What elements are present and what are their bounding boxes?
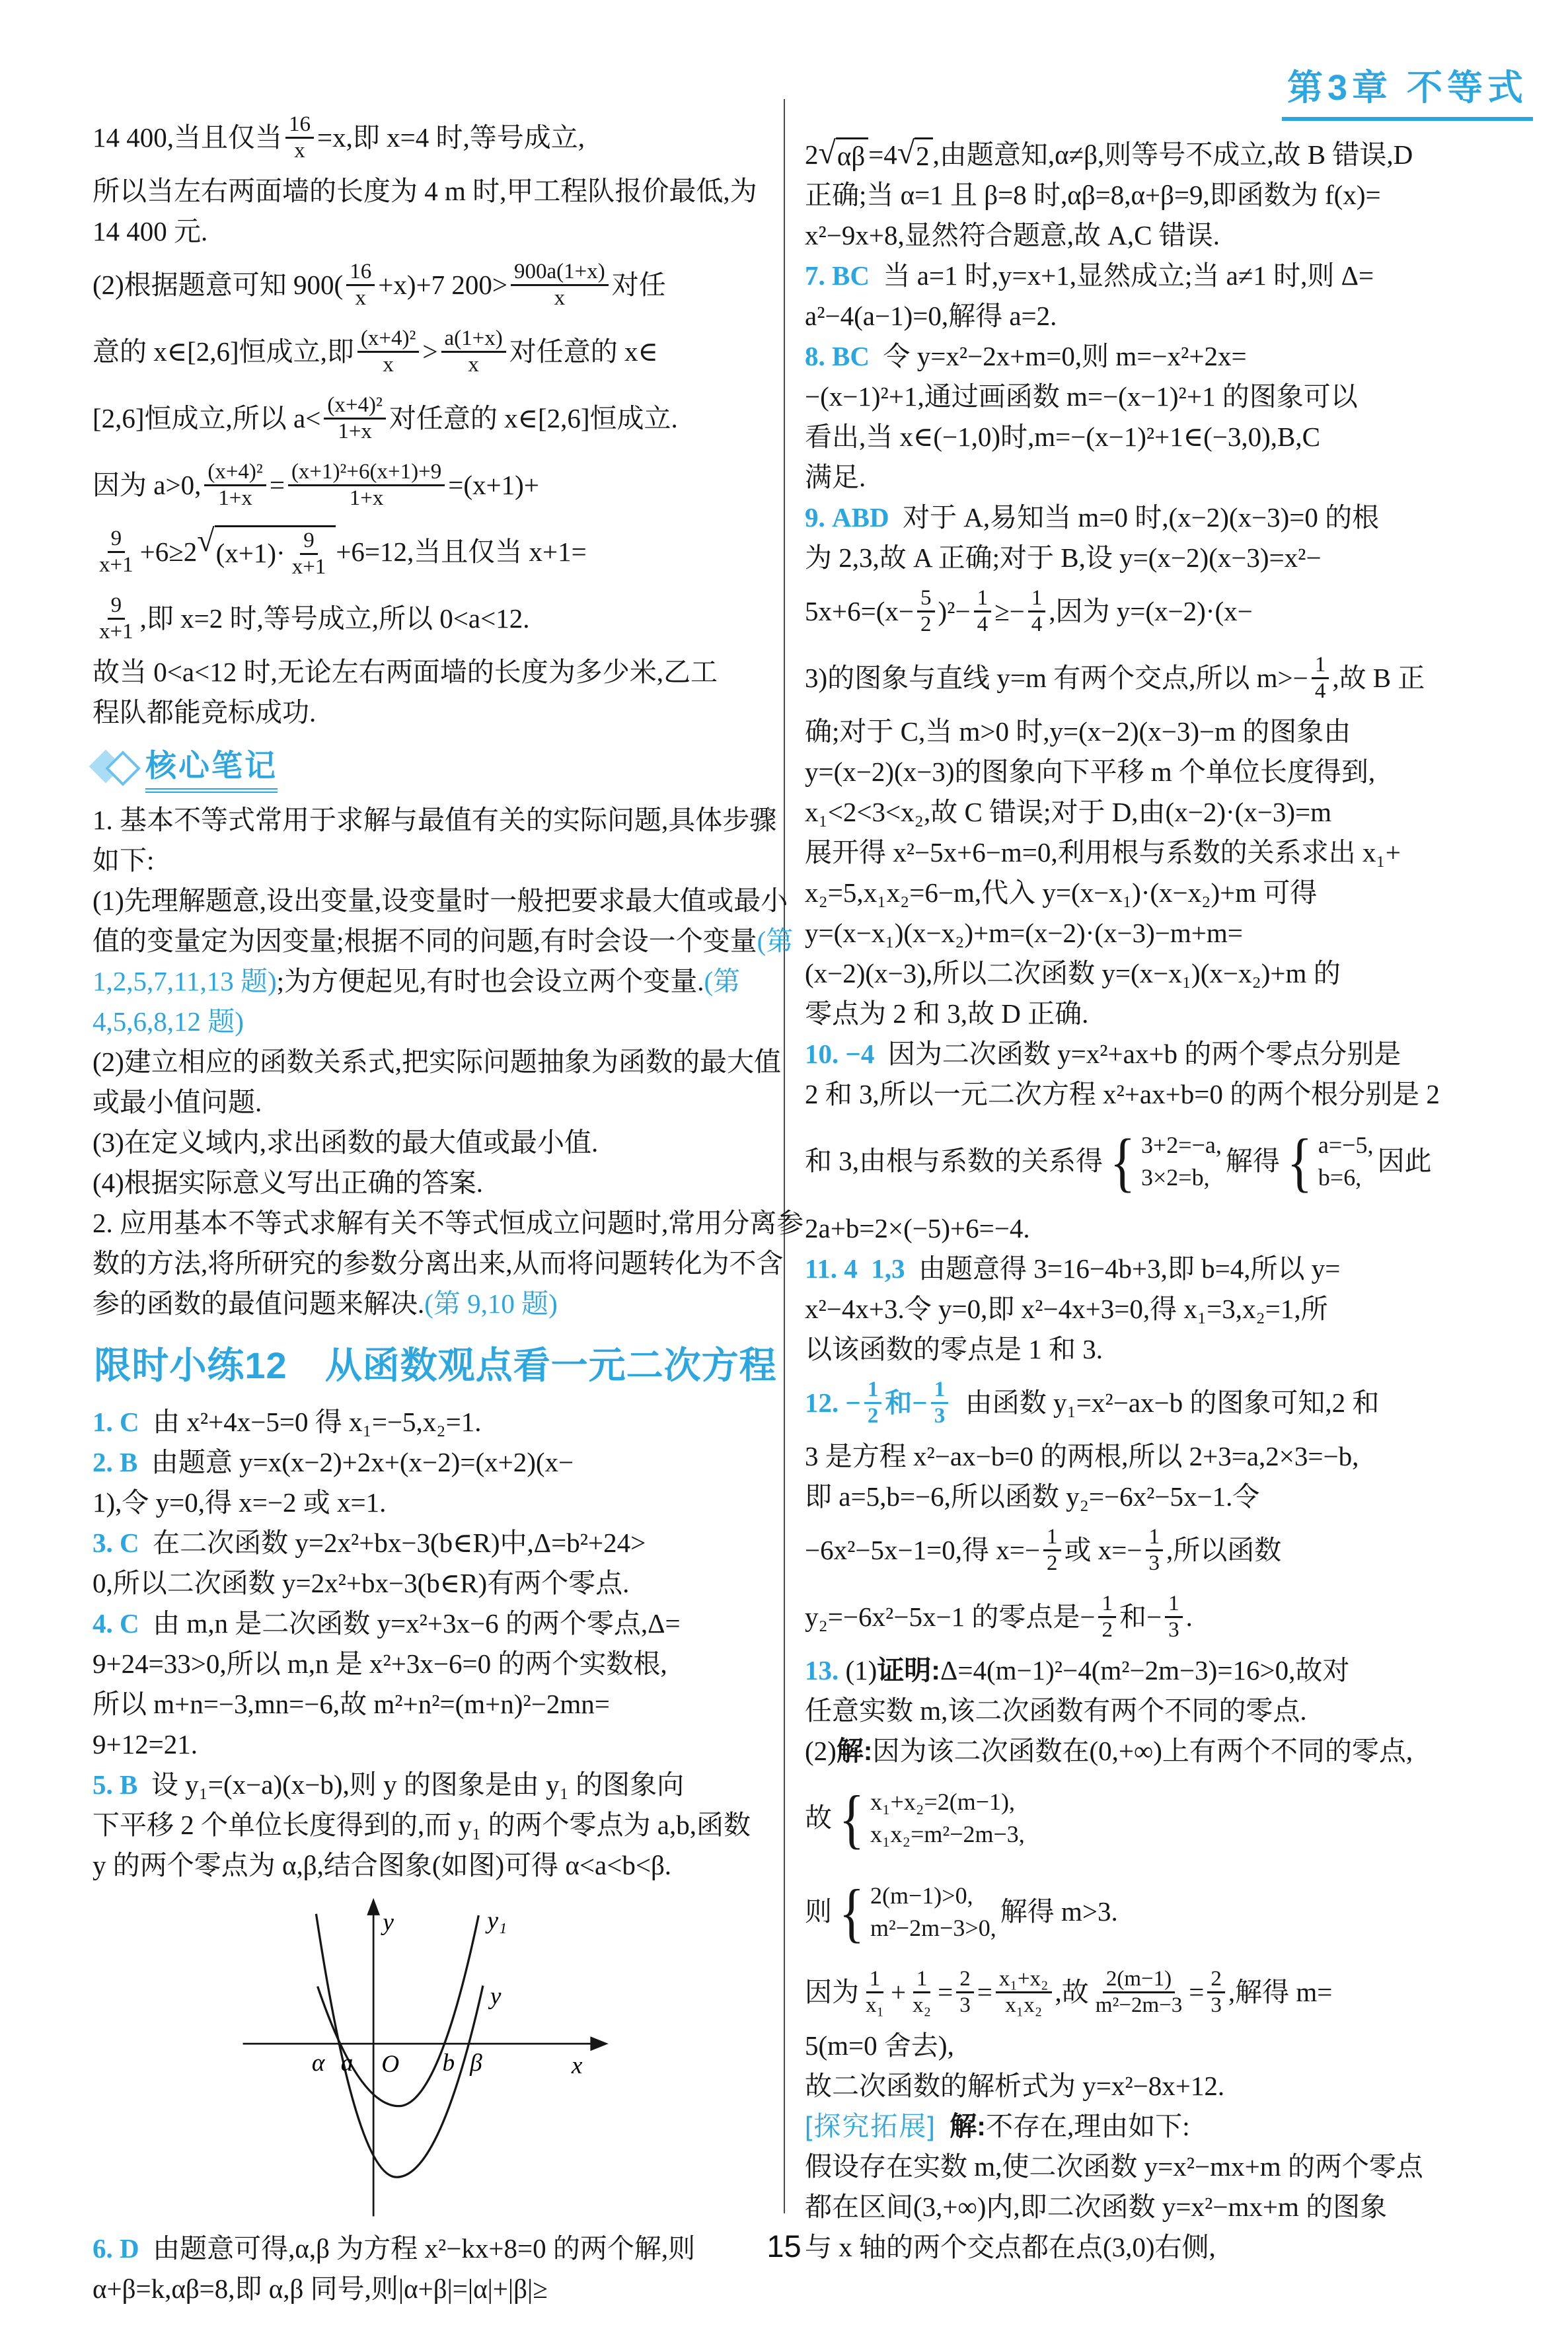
text-line — [93, 1284, 778, 1324]
text-line — [805, 1249, 1533, 1289]
text-line — [805, 2106, 1533, 2147]
text-line — [805, 2147, 1533, 2187]
text-run: = — [269, 469, 285, 500]
text-line — [93, 585, 778, 652]
left-column — [93, 104, 804, 2309]
text-line — [93, 1042, 782, 1082]
text-run: (第 — [704, 965, 741, 996]
text-line — [805, 256, 1533, 296]
text-run: ,解得 m= — [1228, 1976, 1333, 2007]
text-run: (第 — [757, 925, 794, 956]
x-axis-arrow — [590, 2036, 608, 2051]
text-run: ,由题意知,α≠β,则等号不成立,故 B 错误,D — [932, 139, 1413, 170]
text-line — [805, 1771, 1533, 1865]
fraction: $\frac{a(1+x)}{x}$ — [441, 326, 506, 377]
radical: √ (x+1)· $\frac{9}{x+1}$ — [197, 525, 336, 579]
text-run: x²−9x+8,显然符合题意,故 A,C 错误. — [805, 219, 1220, 250]
text-run: 因为该二次函数在(0,+∞)上有两个不同的零点, — [872, 1735, 1413, 1766]
text-line — [805, 1289, 1533, 1329]
text-line — [93, 800, 778, 840]
tick-beta: β — [470, 2049, 482, 2077]
text-line — [93, 1203, 804, 1243]
tick-b: b — [442, 2049, 455, 2077]
text-run: =(x+1)+ — [448, 469, 539, 500]
text-run: 故 — [805, 1802, 832, 1833]
text-line — [805, 792, 1533, 832]
text-run: 对于 A,易知当 m=0 时,(x−2)(x−3)=0 的根 — [889, 501, 1380, 533]
fraction: $\frac{900a(1+x)}{x}$ — [511, 260, 609, 311]
equation-system: { a=−5, b=6, — [1287, 1125, 1374, 1199]
parabolas-svg — [239, 1894, 609, 2220]
text-line — [93, 452, 778, 519]
text-line — [805, 913, 1533, 953]
text-run: 和 3,由根与系数的关系得 — [805, 1146, 1103, 1177]
fraction: $\frac{1}{4}$ — [1028, 586, 1046, 637]
text-run: 12. — [805, 1387, 846, 1418]
text-run: 9+24=33>0,所以 m,n 是 x²+3x−6=0 的两个实数根, — [93, 1648, 667, 1679]
text-line — [93, 1483, 778, 1523]
fraction: $\frac{1}{\text{x₁}}$ — [866, 1967, 885, 2017]
text-run: 由函数 y₁=x²−ax−b 的图象可知,2 和 — [952, 1387, 1380, 1418]
text-run: (1) — [845, 1654, 877, 1685]
text-run: ,即 x=2 时,等号成立,所以 0<a<12. — [139, 603, 530, 634]
tick-alpha: α — [311, 2049, 325, 2077]
text-run: 2 — [805, 139, 819, 170]
diamond-icon — [93, 747, 140, 787]
page-footer — [752, 2228, 815, 2264]
text-line — [93, 652, 778, 692]
right-column — [805, 57, 1533, 2268]
text-line — [805, 377, 1533, 417]
core-notes-title: 核心笔记 — [145, 741, 278, 793]
text-line — [805, 1517, 1533, 1584]
text-run: 所以 m+n=−3,mn=−6,故 m²+n²=(m+n)²−2mn= — [93, 1688, 610, 1719]
text-run: −6x²−5x−1=0,得 x=− — [805, 1534, 1041, 1565]
text-line — [805, 752, 1533, 792]
text-line — [93, 1604, 778, 1644]
text-run: 解得 m>3. — [1000, 1896, 1118, 1927]
text-line — [805, 538, 1533, 578]
text-line — [93, 1082, 778, 1123]
text-run: 下平移 2 个单位长度得到的,而 y₁ 的两个零点为 a,b,函数 — [93, 1809, 751, 1840]
fraction: $\frac{16}{x}$ — [346, 260, 375, 311]
text-run: (x+1)· — [215, 538, 285, 569]
text-line — [805, 1115, 1533, 1208]
text-run: +x)+7 200> — [378, 269, 507, 300]
text-run: =x,即 x=4 时,等号成立, — [317, 122, 585, 153]
text-run: 参的函数的最值问题来解决. — [93, 1288, 425, 1319]
text-line — [805, 712, 1533, 752]
text-run: 2. 应用基本不等式求解有关不等式恒成立问题时,常用分离参 — [93, 1207, 804, 1238]
text-run: 9+12=21. — [93, 1728, 198, 1759]
text-run: (2)建立相应的函数关系式,把实际问题抽象为函数的最大值 — [93, 1046, 782, 1077]
text-run: B — [120, 1769, 138, 1800]
text-run: 7. — [805, 260, 832, 291]
text-line — [93, 318, 778, 385]
equation-system: { 3+2=−a, 3×2=b, — [1109, 1125, 1222, 1199]
text-run: 2. — [93, 1446, 120, 1477]
chapter-title: 第3章 不等式 — [1282, 57, 1533, 121]
fraction: $\frac{1}{3}$ — [931, 1378, 949, 1428]
text-run: 对任意的 x∈[2,6]恒成立. — [389, 402, 678, 433]
column-divider — [784, 99, 785, 2213]
text-run: 由 m,n 是二次函数 y=x²+3x−6 的两个零点,Δ= — [139, 1607, 681, 1639]
text-run: 3. — [93, 1527, 120, 1558]
text-run: 因为 a>0, — [93, 469, 202, 500]
text-line — [93, 961, 778, 1002]
fraction: $\frac{\text{(x+4)²}}{1+x}$ — [324, 393, 385, 444]
text-line — [805, 994, 1533, 1034]
text-run: )²− — [938, 595, 971, 626]
equation-system: { 2(m−1)>0, m²−2m−3>0, — [839, 1875, 996, 1949]
practice-heading: 限时小练12 从函数观点看一元二次方程 — [94, 1345, 777, 1386]
text-line — [805, 832, 1533, 873]
text-run: a²−4(a−1)=0,解得 a=2. — [805, 300, 1057, 331]
text-line — [805, 1584, 1533, 1650]
text-line — [805, 296, 1533, 336]
text-run: 满足. — [805, 461, 866, 492]
text-run: 看出,当 x∈(−1,0)时,m=−(x−1)²+1∈(−3,0),B,C — [805, 421, 1320, 452]
text-run: 所以当左右两面墙的长度为 4 m 时,甲工程队报价最低,为 — [93, 175, 757, 206]
tick-origin: O — [381, 2051, 400, 2079]
text-line — [805, 645, 1533, 712]
text-run: = — [977, 1976, 992, 2007]
text-run: 对任意的 x∈ — [509, 336, 658, 367]
text-line — [805, 1208, 1533, 1249]
text-run: 零点为 2 和 3,故 D 正确. — [805, 998, 1089, 1029]
text-run: 证明: — [877, 1654, 940, 1685]
fraction: $\frac{1}{4}$ — [1312, 653, 1329, 704]
text-run: 4 1,3 — [844, 1253, 905, 1284]
radical: √ 2 — [897, 137, 933, 172]
text-run: 解得 — [1225, 1146, 1280, 1177]
text-line — [805, 457, 1533, 498]
fraction: $\frac{1}{2}$ — [1098, 1592, 1116, 1642]
text-line — [93, 881, 788, 921]
fraction: $\frac{16}{x}$ — [285, 112, 314, 163]
fraction: $\frac{1}{2}$ — [1043, 1525, 1061, 1576]
fraction: $\frac{2}{3}$ — [956, 1967, 974, 2018]
text-run: 和− — [1119, 1601, 1162, 1632]
text-run: 对任 — [611, 269, 666, 300]
curve-y1-label: y₁ — [487, 1907, 507, 1935]
text-run: 5. — [93, 1769, 120, 1800]
text-run: 1. 基本不等式常用于求解与最值有关的实际问题,具体步骤 — [93, 804, 777, 835]
text-run: . — [1185, 1601, 1193, 1632]
text-run: C — [120, 1406, 139, 1437]
text-line — [805, 498, 1533, 538]
text-run — [936, 2111, 950, 2142]
text-line — [93, 385, 778, 452]
text-line — [805, 215, 1533, 256]
text-run: 故当 0<a<12 时,无论左右两面墙的长度为多少米,乙工 — [93, 656, 718, 687]
text-run: 8. — [805, 340, 832, 371]
text-run: y 的两个零点为 α,β,结合图象(如图)可得 α<a<b<β. — [93, 1849, 672, 1880]
text-run: (1)先理解题意,设出变量,设变量时一般把要求最大值或最小 — [93, 885, 788, 916]
y-axis-arrow — [367, 1898, 380, 1915]
text-run: 意的 x∈[2,6]恒成立,即 — [93, 336, 354, 367]
text-run: (2) — [805, 1735, 837, 1766]
text-run: 由题意可得,α,β 为方程 x²−kx+8=0 的两个解,则 — [139, 2233, 696, 2264]
text-run: (4)根据实际意义写出正确的答案. — [93, 1167, 484, 1198]
text-run: (3)在定义域内,求出函数的最大值或最小值. — [93, 1126, 599, 1158]
text-run: BC — [832, 260, 870, 291]
fraction: $\frac{2}{3}$ — [1207, 1967, 1225, 2018]
text-line — [93, 921, 794, 961]
fraction: $\frac{1}{3}$ — [1146, 1525, 1164, 1576]
text-line — [93, 519, 778, 585]
text-run: 5(m=0 舍去), — [805, 2030, 954, 2061]
text-line — [805, 417, 1533, 457]
text-run: =4 — [868, 139, 897, 170]
text-run: 1),令 y=0,得 x=−2 或 x=1. — [93, 1487, 387, 1518]
text-run: 如下: — [93, 844, 155, 875]
text-run: 与 x 轴的两个交点都在点(3,0)右侧, — [805, 2231, 1216, 2262]
text-line — [93, 1805, 778, 1845]
text-run: 正确;当 α=1 且 β=8 时,αβ=8,α+β=9,即函数为 f(x)= — [805, 179, 1381, 210]
text-run: 因此 — [1377, 1146, 1432, 1177]
text-run: 程队都能竞标成功. — [93, 696, 317, 727]
y-axis-label: y — [383, 1908, 394, 1936]
text-run: 因为 — [805, 1976, 859, 2007]
text-run: 4. — [93, 1607, 120, 1639]
fraction: $\frac{5}{2}$ — [917, 586, 935, 637]
text-run: 和− — [885, 1387, 928, 1418]
text-run: BC — [832, 340, 870, 371]
text-run: (x−2)(x−3),所以二次函数 y=(x−x₁)(x−x₂)+m 的 — [805, 957, 1341, 988]
text-run: D — [120, 2233, 139, 2264]
chapter-header — [805, 57, 1533, 135]
text-run: C — [120, 1527, 139, 1558]
text-run: Δ=4(m−1)²−4(m²−2m−3)=16>0,故对 — [940, 1654, 1350, 1685]
text-run: αβ — [837, 141, 866, 172]
text-run: ,所以函数 — [1166, 1534, 1282, 1565]
core-notes-heading — [93, 735, 778, 799]
quadratic-graph-figure — [239, 1894, 778, 2223]
text-run: (2)根据题意可知 900( — [93, 269, 344, 300]
text-line — [93, 1243, 784, 1284]
text-line — [805, 2026, 1533, 2066]
text-line — [805, 1034, 1533, 1074]
text-run: ABD — [832, 501, 889, 533]
text-line — [93, 2229, 778, 2269]
equation-system: { x₁+x₂=2(m−1), x₁x₂=m²−2m−3, — [839, 1781, 1025, 1855]
text-line — [805, 1074, 1533, 1115]
text-line — [93, 840, 778, 881]
text-line — [93, 104, 778, 171]
text-line — [805, 1691, 1533, 1731]
text-run: +6=12,当且仅当 x+1= — [336, 536, 587, 567]
fraction: $\frac{9}{x+1}$ — [99, 527, 133, 577]
radical: √ αβ — [819, 137, 869, 172]
text-line — [805, 1731, 1533, 1771]
text-line — [93, 692, 778, 733]
text-line — [805, 1436, 1533, 1477]
text-run: 14 400 元. — [93, 215, 208, 246]
text-line — [93, 171, 778, 211]
text-run: 令 y=x²−2x+m=0,则 m=−x²+2x= — [869, 340, 1247, 371]
text-line — [805, 1370, 1533, 1436]
fraction: $\frac{1}{4}$ — [974, 586, 992, 637]
text-line — [805, 1329, 1533, 1370]
text-run: 因为二次函数 y=x²+ax+b 的两个零点分别是 — [874, 1038, 1401, 1069]
text-run: 1,2,5,7,11,13 题) — [93, 965, 277, 996]
text-line — [93, 252, 778, 318]
text-run: 14 400,当且仅当 — [93, 122, 282, 153]
text-line — [805, 578, 1533, 645]
text-run: 由 x²+4x−5=0 得 x₁=−5,x₂=1. — [139, 1406, 482, 1437]
text-run: −(x−1)²+1,通过画函数 m=−(x−1)²+1 的图象可以 — [805, 381, 1358, 412]
text-line — [93, 1123, 778, 1163]
text-run: 由题意得 3=16−4b+3,即 b=4,所以 y= — [905, 1253, 1341, 1284]
text-line — [805, 2227, 1533, 2268]
text-run: y=(x−x₁)(x−x₂)+m=(x−2)·(x−3)−m+m= — [805, 917, 1243, 948]
text-run: y₂=−6x²−5x−1 的零点是− — [805, 1601, 1096, 1632]
text-line — [93, 1684, 778, 1724]
text-run: y=(x−2)(x−3)的图象向下平移 m 个单位长度得到, — [805, 756, 1376, 787]
text-run: 当 a=1 时,y=x+1,显然成立;当 a≠1 时,则 Δ= — [869, 260, 1374, 291]
text-line — [93, 211, 778, 252]
text-run: 13. — [805, 1654, 846, 1685]
text-run: 确;对于 C,当 m>0 时,y=(x−2)(x−3)−m 的图象由 — [805, 716, 1351, 747]
text-run: 在二次函数 y=2x²+bx−3(b∈R)中,Δ=b²+24> — [139, 1527, 646, 1558]
text-run: 设 y₁=(x−a)(x−b),则 y 的图象是由 y₁ 的图象向 — [137, 1769, 685, 1800]
text-run: 3 是方程 x²−ax−b=0 的两根,所以 2+3=a,2×3=−b, — [805, 1440, 1359, 1471]
text-run: − — [845, 1387, 861, 1418]
text-run: 不存在,理由如下: — [985, 2110, 1190, 2141]
text-line — [805, 2066, 1533, 2106]
text-run: ;为方便起见,有时也会设立两个变量. — [276, 965, 704, 996]
text-run: 10. — [805, 1038, 846, 1069]
fraction: $\frac{\text{(x+1)²+6(x+1)+9}}{1+x}$ — [288, 460, 445, 511]
text-run: −4 — [845, 1038, 875, 1069]
text-run: ,故 B 正 — [1332, 662, 1425, 693]
fraction: $\frac{1}{3}$ — [1165, 1592, 1183, 1642]
text-run: 1. — [93, 1406, 120, 1437]
fraction: $\frac{\text{x₁+x₂}}{\text{x₁x₂}}$ — [996, 1967, 1052, 2018]
text-run: 任意实数 m,该二次函数有两个不同的零点. — [805, 1695, 1307, 1726]
text-line — [93, 1563, 778, 1604]
text-line — [93, 2269, 778, 2309]
text-run: 2a+b=2×(−5)+6=−4. — [805, 1212, 1030, 1243]
text-line — [805, 175, 1533, 215]
text-run: x²−4x+3.令 y=0,即 x²−4x+3=0,得 x₁=3,x₂=1,所 — [805, 1293, 1328, 1324]
text-line — [93, 1442, 778, 1483]
text-run: 即 a=5,b=−6,所以函数 y₂=−6x²−5x−1.令 — [805, 1481, 1260, 1512]
fraction: $\frac{9}{x+1}$ — [291, 528, 326, 579]
text-run: ≥− — [994, 595, 1025, 626]
text-run: 值的变量定为因变量;根据不同的问题,有时会设一个变量 — [93, 925, 757, 956]
text-run: 由题意 y=x(x−2)+2x+(x−2)=(x+2)(x− — [137, 1446, 574, 1477]
text-run: 6. — [93, 2233, 120, 2264]
text-run: α+β=k,αβ=8,即 α,β 同号,则|α+β|=|α|+|β|≥ — [93, 2273, 548, 2304]
text-run: 4,5,6,8,12 题) — [93, 1006, 244, 1037]
text-run: C — [120, 1607, 139, 1639]
text-run: [探究拓展] — [805, 2110, 936, 2141]
text-run: 都在区间(3,+∞)内,即二次函数 y=x²−mx+m 的图象 — [805, 2191, 1388, 2222]
text-line — [93, 1402, 778, 1442]
text-run: 3)的图象与直线 y=m 有两个交点,所以 m>− — [805, 662, 1308, 693]
page-number: 15 — [766, 2229, 802, 2264]
text-line — [805, 953, 1533, 994]
tick-a: a — [340, 2049, 354, 2077]
curve-y-label: y — [490, 1982, 502, 2010]
text-line — [805, 336, 1533, 377]
fraction: $\frac{1}{\text{x₂}}$ — [913, 1967, 932, 2017]
text-run: 故二次函数的解析式为 y=x²−8x+12. — [805, 2070, 1225, 2101]
text-line — [805, 2187, 1533, 2227]
text-run: > — [422, 336, 438, 367]
fraction: $\frac{1}{2}$ — [864, 1378, 882, 1428]
fraction: $\frac{\text{(x+4)²}}{x}$ — [357, 326, 419, 377]
text-line — [805, 135, 1533, 175]
fraction: $\frac{9}{x+1}$ — [99, 593, 133, 644]
text-run: +6≥2 — [139, 536, 198, 567]
text-line — [93, 1845, 778, 1886]
x-axis-label: x — [571, 2052, 583, 2080]
text-run: 数的方法,将所研究的参数分离出来,从而将问题转化为不含 — [93, 1247, 784, 1278]
text-run: 2 和 3,所以一元二次方程 x²+ax+b=0 的两个根分别是 2 — [805, 1078, 1440, 1109]
fraction: $\frac{\text{(x+4)²}}{1+x}$ — [204, 460, 266, 511]
text-line — [805, 1959, 1533, 2026]
text-run: x₂=5,x₁x₂=6−m,代入 y=(x−x₁)·(x−x₂)+m 可得 — [805, 877, 1318, 908]
text-run: ,故 — [1055, 1976, 1089, 2007]
text-run: x₁<2<3<x₂,故 C 错误;对于 D,由(x−2)·(x−3)=m — [805, 796, 1332, 827]
text-run: 0,所以二次函数 y=2x²+bx−3(b∈R)有两个零点. — [93, 1567, 630, 1598]
text-run: 为 2,3,故 A 正确;对于 B,设 y=(x−2)(x−3)=x²− — [805, 542, 1322, 573]
text-run: 展开得 x²−5x+6−m=0,利用根与系数的关系求出 x₁+ — [805, 836, 1401, 867]
text-line — [93, 1765, 778, 1805]
text-run: B — [120, 1446, 138, 1477]
text-run: 则 — [805, 1896, 832, 1927]
text-run: ,因为 y=(x−2)·(x− — [1049, 595, 1253, 626]
text-line — [93, 1002, 778, 1042]
text-line — [93, 1644, 778, 1684]
text-line — [93, 1724, 778, 1765]
text-line — [805, 1650, 1533, 1691]
text-run: = — [938, 1976, 953, 2007]
text-run: 11. — [805, 1253, 844, 1284]
text-run: (第 9,10 题) — [424, 1288, 558, 1319]
text-line — [805, 1865, 1533, 1959]
text-run: 5x+6=(x− — [805, 595, 915, 626]
text-run: + — [891, 1976, 907, 2007]
text-line — [805, 873, 1533, 913]
text-run: = — [1189, 1976, 1205, 2007]
text-run: 9. — [805, 501, 832, 533]
fraction: $\frac{2(m-1)}{\text{m²−2m−3}}$ — [1095, 1967, 1183, 2017]
text-run: 以该函数的零点是 1 和 3. — [805, 1333, 1103, 1364]
text-run: 解: — [836, 1735, 873, 1766]
text-run: 或最小值问题. — [93, 1086, 262, 1117]
text-run: 2 — [916, 141, 930, 172]
text-run: 假设存在实数 m,使二次函数 y=x²−mx+m 的两个零点 — [805, 2151, 1423, 2182]
text-line — [805, 1477, 1533, 1517]
text-line — [93, 1523, 778, 1563]
text-run: [2,6]恒成立,所以 a< — [93, 402, 321, 433]
text-line — [93, 1163, 778, 1203]
text-run: 解: — [950, 2110, 986, 2141]
text-run: 或 x=− — [1064, 1534, 1142, 1565]
